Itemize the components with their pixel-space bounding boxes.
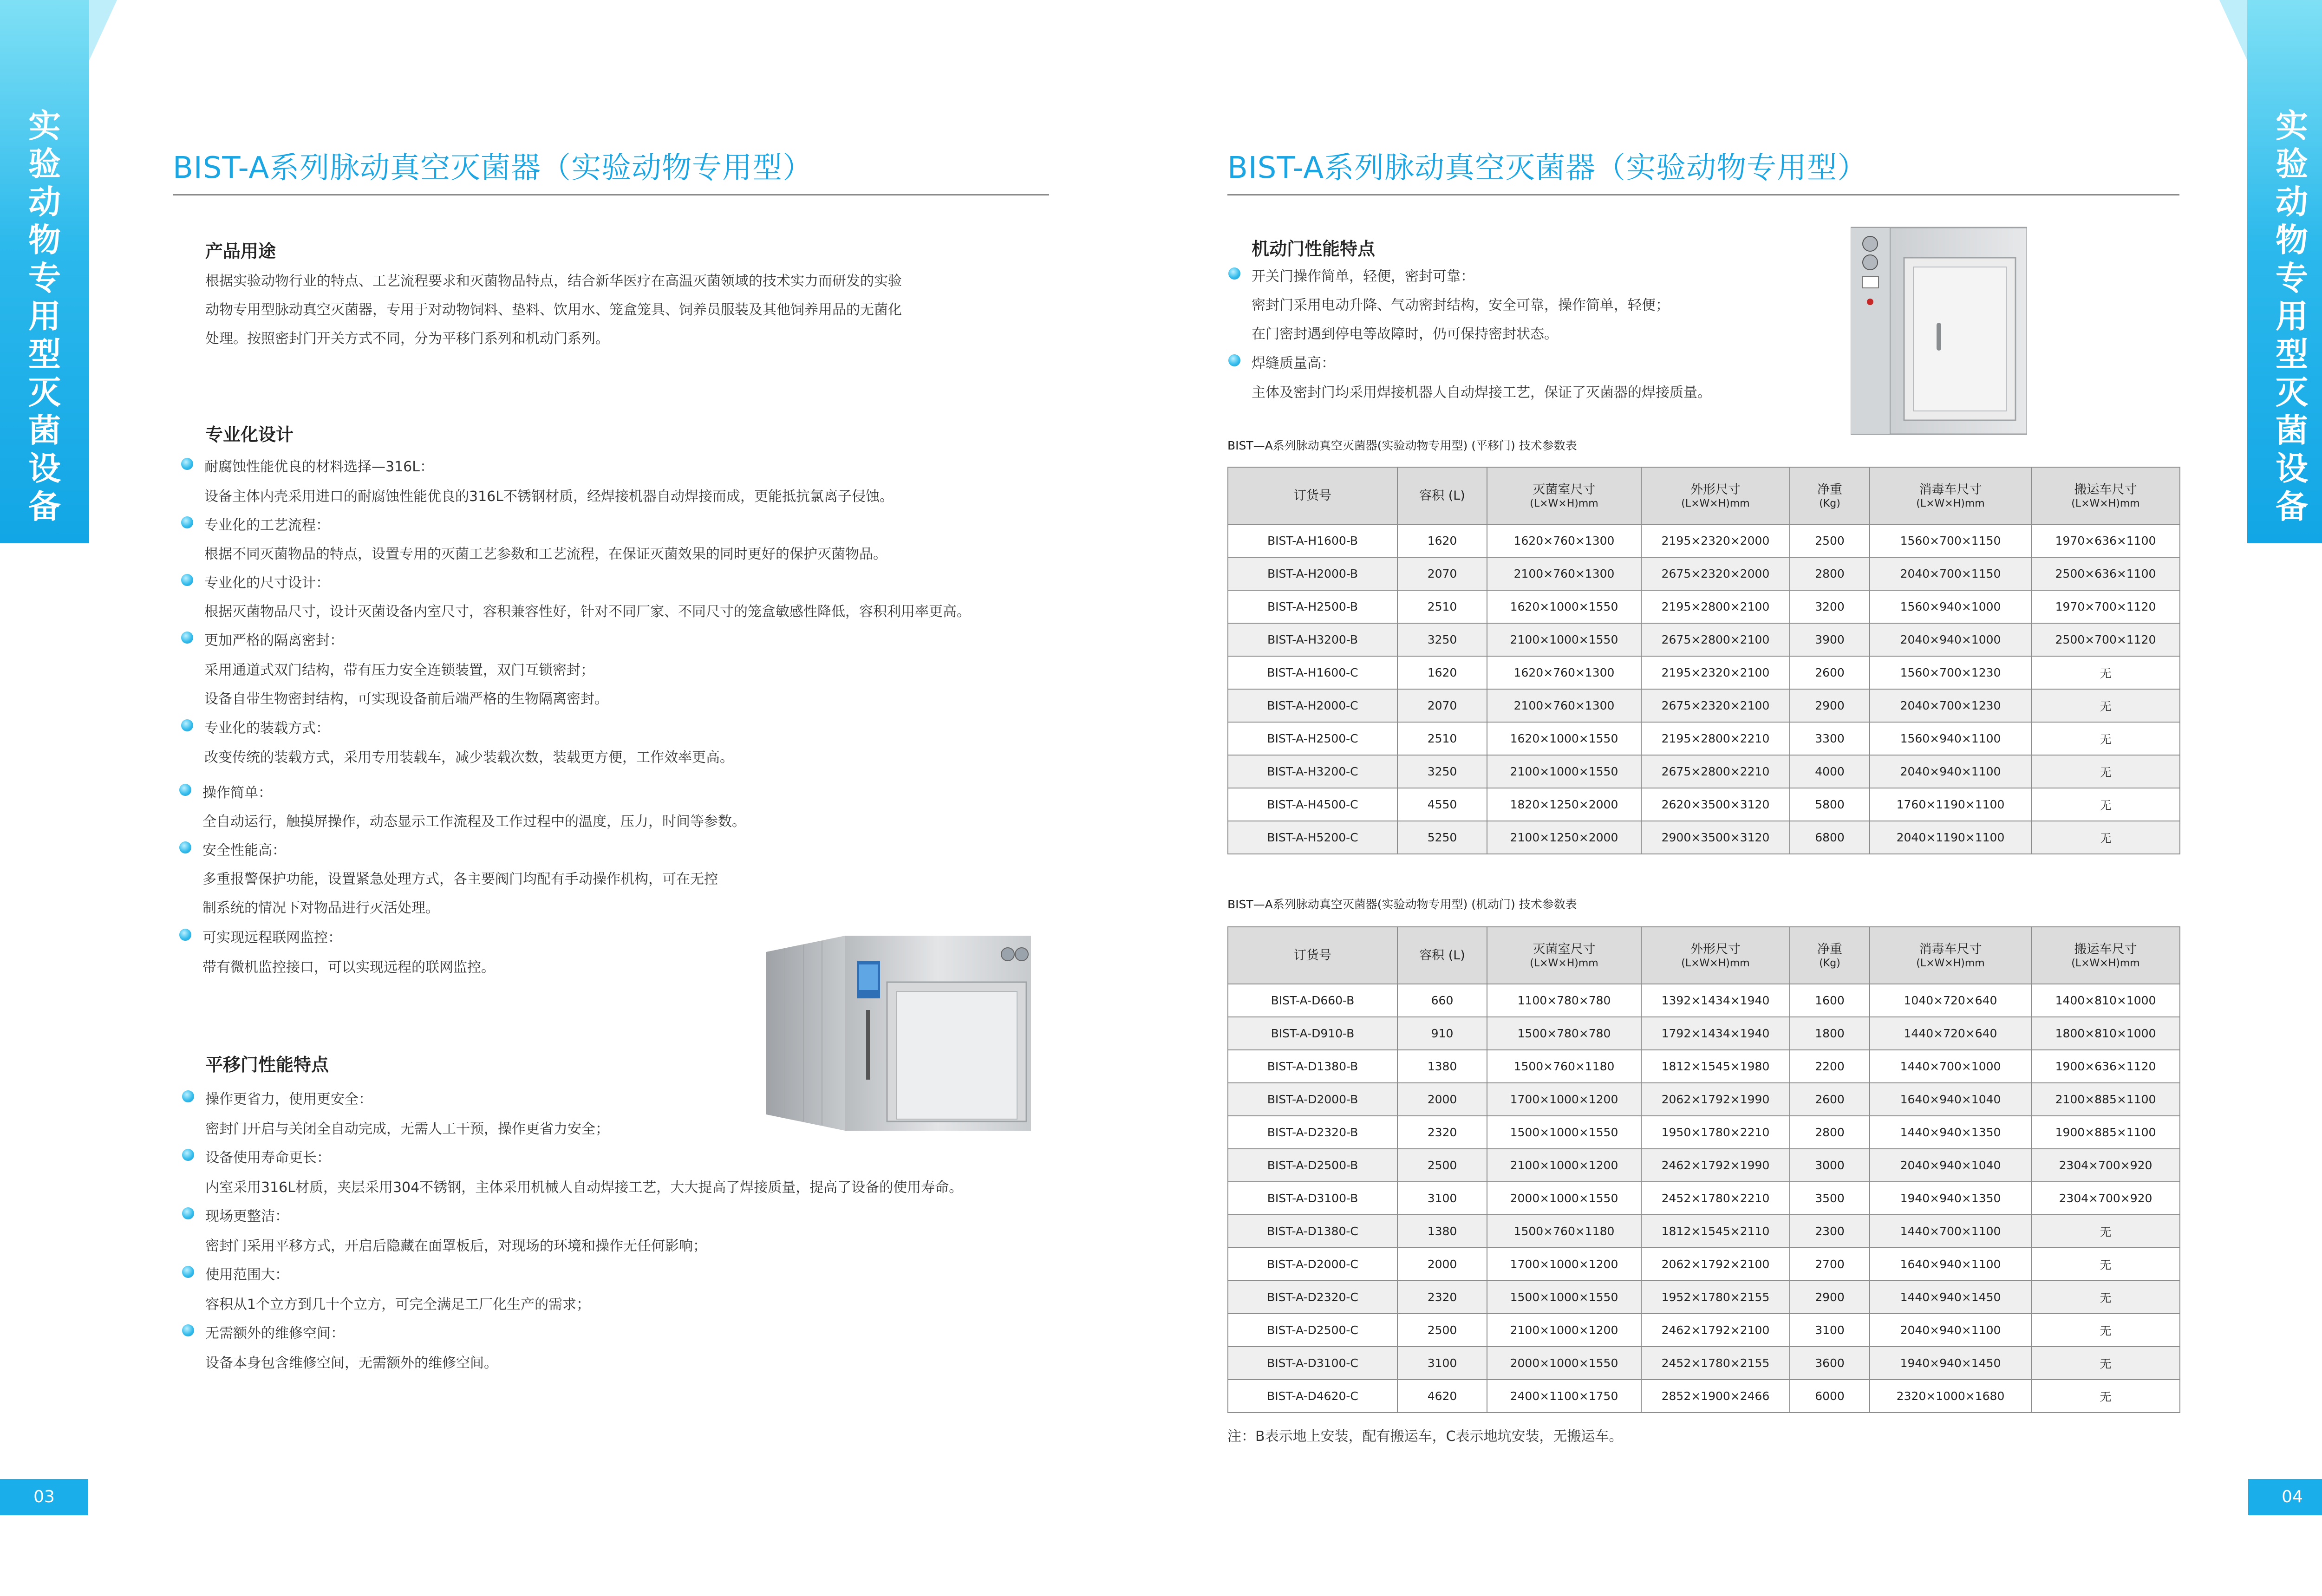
table-cell: 2040×940×1040 [1870, 1149, 2031, 1182]
table-cell: 2300 [1790, 1215, 1870, 1248]
slide-item-title: 使用范围大： [205, 1263, 289, 1283]
table-cell: BIST-A-D2320-C [1228, 1281, 1397, 1314]
side-label-char: 动 [28, 183, 61, 221]
table-cell: 2900×3500×3120 [1641, 821, 1790, 854]
table-cell: 1560×700×1230 [1870, 656, 2031, 689]
table-cell: 1812×1545×1980 [1641, 1050, 1790, 1083]
bullet-icon [182, 1266, 194, 1278]
table-cell: 无 [2031, 755, 2180, 788]
table-cell: 1940×940×1450 [1870, 1347, 2031, 1380]
table-row [1228, 524, 2180, 557]
table-cell: 1792×1434×1940 [1641, 1017, 1790, 1050]
column-header: 消毒车尺寸 (L×W×H)mm [1870, 467, 2031, 524]
side-label-char: 菌 [28, 411, 61, 449]
page-number-right: 04 [2248, 1479, 2322, 1515]
table-cell: BIST-A-D910-B [1228, 1017, 1397, 1050]
table-row [1228, 788, 2180, 821]
table-cell: 1620×760×1300 [1487, 524, 1641, 557]
design-item-text: 多重报警保护功能，设置紧急处理方式，各主要阀门均配有手动操作机构，可在无控 [202, 871, 718, 887]
table-cell: 3000 [1790, 1149, 1870, 1182]
column-header: 容积 (L) [1397, 467, 1487, 524]
table-cell: 3900 [1790, 623, 1870, 656]
table-row [1228, 1314, 2180, 1347]
table-cell: 2100×1000×1550 [1487, 623, 1641, 656]
table-cell: BIST-A-D2000-B [1228, 1083, 1397, 1116]
table-cell: 2675×2800×2100 [1641, 623, 1790, 656]
table-cell: 3250 [1397, 755, 1487, 788]
table-cell: 2040×1190×1100 [1870, 821, 2031, 854]
side-label-char: 设 [28, 449, 61, 488]
table-cell: 2510 [1397, 722, 1487, 755]
table-cell: 2195×2800×2100 [1641, 590, 1790, 623]
title-rule-left [173, 194, 1049, 195]
table-cell: 2500×636×1100 [2031, 557, 2180, 590]
table-cell: 无 [2031, 656, 2180, 689]
column-header: 外形尺寸 (L×W×H)mm [1641, 927, 1790, 984]
table-cell: 3600 [1790, 1347, 1870, 1380]
design-heading: 专业化设计 [205, 424, 294, 445]
side-label-char: 灭 [28, 373, 61, 411]
table-cell: BIST-A-D660-B [1228, 984, 1397, 1017]
table-cell: 2500×700×1120 [2031, 623, 2180, 656]
slide-item-text: 容积从1个立方到几十个立方，可完全满足工厂化生产的需求； [205, 1296, 591, 1313]
table-cell: BIST-A-H5200-C [1228, 821, 1397, 854]
table-row [1228, 1380, 2180, 1413]
table-cell: 1560×700×1150 [1870, 524, 2031, 557]
design-item-text: 根据灭菌物品尺寸，设计灭菌设备内室尺寸，容积兼容性好，针对不同厂家、不同尺寸的笼盒敏感性降低，容积利用率更高。 [204, 604, 971, 620]
table-cell: 1900×885×1100 [2031, 1116, 2180, 1149]
bullet-icon [1228, 354, 1240, 366]
table-cell: BIST-A-D2000-C [1228, 1248, 1397, 1281]
page-title-right: BIST-A系列脉动真空灭菌器（实验动物专用型） [1227, 151, 1868, 185]
table-cell: 6000 [1790, 1380, 1870, 1413]
table-cell: 1500×760×1180 [1487, 1050, 1641, 1083]
table-cell: 2452×1780×2210 [1641, 1182, 1790, 1215]
table-cell: 2452×1780×2155 [1641, 1347, 1790, 1380]
left-corner-decoration [89, 0, 117, 65]
table-cell: BIST-A-D1380-C [1228, 1215, 1397, 1248]
table-cell: 2675×2320×2100 [1641, 689, 1790, 722]
column-header: 搬运车尺寸 (L×W×H)mm [2031, 927, 2180, 984]
table-row [1228, 722, 2180, 755]
table-cell: BIST-A-D2500-B [1228, 1149, 1397, 1182]
table-cell: 1620×1000×1550 [1487, 590, 1641, 623]
bullet-icon [182, 1149, 194, 1161]
table-cell: 1100×780×780 [1487, 984, 1641, 1017]
table-cell: 2000 [1397, 1248, 1487, 1281]
design-item-text: 改变传统的装载方式，采用专用装载车，减少装载次数，装载更方便，工作效率更高。 [204, 749, 734, 766]
table-cell: 1620 [1397, 656, 1487, 689]
table-cell: 1400×810×1000 [2031, 984, 2180, 1017]
column-header: 消毒车尺寸 (L×W×H)mm [1870, 927, 2031, 984]
bullet-icon [182, 1090, 194, 1102]
table-row [1228, 1347, 2180, 1380]
design-item-text: 制系统的情况下对物品进行灭活处理。 [202, 900, 439, 916]
bullet-icon [181, 632, 193, 644]
table-cell: 1800 [1790, 1017, 1870, 1050]
table-cell: 2320 [1397, 1116, 1487, 1149]
table-cell: 无 [2031, 1281, 2180, 1314]
table-cell: 2040×700×1230 [1870, 689, 2031, 722]
table-cell: 2462×1792×1990 [1641, 1149, 1790, 1182]
table-row [1228, 656, 2180, 689]
design-item-text: 根据不同灭菌物品的特点，设置专用的灭菌工艺参数和工艺流程，在保证灭菌效果的同时更好的保护灭菌物品。 [204, 546, 887, 562]
table-row [1228, 1017, 2180, 1050]
table-cell: 1640×940×1040 [1870, 1083, 2031, 1116]
table-cell: 无 [2031, 1380, 2180, 1413]
table-cell: 2100×1000×1550 [1487, 755, 1641, 788]
table-cell: BIST-A-D4620-C [1228, 1380, 1397, 1413]
table-cell: 2040×940×1100 [1870, 1314, 2031, 1347]
side-label-char: 型 [2276, 335, 2308, 373]
table-cell: 910 [1397, 1017, 1487, 1050]
side-label-char: 菌 [2276, 411, 2308, 449]
table-cell: 2304×700×920 [2031, 1149, 2180, 1182]
table-cell: 1760×1190×1100 [1870, 788, 2031, 821]
table-cell: BIST-A-H2500-C [1228, 722, 1397, 755]
design-item-text: 设备主体内壳采用进口的耐腐蚀性能优良的316L不锈钢材质，经焊接机器自动焊接而成，更能抵抗氯离子侵蚀。 [204, 489, 894, 505]
table-cell: 1380 [1397, 1050, 1487, 1083]
table-cell: 3100 [1397, 1182, 1487, 1215]
table-row [1228, 590, 2180, 623]
motor-item-text: 密封门采用电动升降、气动密封结构，安全可靠，操作简单，轻便； [1252, 297, 1670, 313]
table-cell: 2320 [1397, 1281, 1487, 1314]
table-cell: 2620×3500×3120 [1641, 788, 1790, 821]
bullet-icon [181, 719, 193, 731]
table-cell: 6800 [1790, 821, 1870, 854]
usage-line: 处理。按照密封门开关方式不同，分为平移门系列和机动门系列。 [205, 331, 609, 347]
table-row [1228, 1182, 2180, 1215]
column-header: 搬运车尺寸 (L×W×H)mm [2031, 467, 2180, 524]
table-cell: 2100×1250×2000 [1487, 821, 1641, 854]
table-cell: 660 [1397, 984, 1487, 1017]
sliding-door-heading: 平移门性能特点 [205, 1055, 329, 1075]
bullet-icon [179, 784, 191, 796]
table-cell: 1440×720×640 [1870, 1017, 2031, 1050]
table-cell: BIST-A-D2500-C [1228, 1314, 1397, 1347]
table-cell: 2500 [1397, 1314, 1487, 1347]
table-cell: 2800 [1790, 1116, 1870, 1149]
table-cell: 1500×760×1180 [1487, 1215, 1641, 1248]
design-item-title: 安全性能高： [202, 839, 286, 859]
table-cell: 1620 [1397, 524, 1487, 557]
table-cell: 2062×1792×1990 [1641, 1083, 1790, 1116]
table-cell: 2800 [1790, 557, 1870, 590]
page-number-left: 03 [0, 1479, 88, 1515]
table-cell: BIST-A-H3200-B [1228, 623, 1397, 656]
bullet-icon [182, 1207, 194, 1219]
bullet-icon [1228, 267, 1240, 280]
table-row [1228, 557, 2180, 590]
bullet-icon [179, 929, 191, 941]
side-label-char: 实 [28, 107, 61, 145]
table-cell: 1620×760×1300 [1487, 656, 1641, 689]
column-header: 灭菌室尺寸 (L×W×H)mm [1487, 467, 1641, 524]
motor-item-title: 开关门操作简单，轻便，密封可靠： [1252, 265, 1474, 285]
table-cell: BIST-A-D3100-B [1228, 1182, 1397, 1215]
table-cell: 4550 [1397, 788, 1487, 821]
column-header: 净重 (Kg) [1790, 927, 1870, 984]
table-row [1228, 1116, 2180, 1149]
table-row [1228, 1281, 2180, 1314]
table-cell: 2600 [1790, 656, 1870, 689]
table-cell: 2000 [1397, 1083, 1487, 1116]
table-cell: 2675×2320×2000 [1641, 557, 1790, 590]
table-cell: 2100×760×1300 [1487, 689, 1641, 722]
table-cell: BIST-A-H1600-B [1228, 524, 1397, 557]
bullet-icon [181, 516, 193, 528]
table-cell: BIST-A-D2320-B [1228, 1116, 1397, 1149]
table-cell: 2070 [1397, 689, 1487, 722]
table-row [1228, 1149, 2180, 1182]
usage-paragraph [205, 267, 902, 353]
bullet-icon [182, 1324, 194, 1336]
design-item-title: 更加严格的隔离密封： [204, 629, 344, 649]
slide-item-text: 设备本身包含维修空间，无需额外的维修空间。 [205, 1355, 498, 1371]
table-row [1228, 1248, 2180, 1281]
table-cell: BIST-A-H3200-C [1228, 755, 1397, 788]
side-label-char: 备 [2276, 488, 2308, 526]
table-cell: 3100 [1397, 1347, 1487, 1380]
side-label-char: 型 [28, 335, 61, 373]
column-header: 净重 (Kg) [1790, 467, 1870, 524]
table-cell: 2304×700×920 [2031, 1182, 2180, 1215]
table-cell: 1820×1250×2000 [1487, 788, 1641, 821]
column-header: 灭菌室尺寸 (L×W×H)mm [1487, 927, 1641, 984]
column-header: 容积 (L) [1397, 927, 1487, 984]
design-item-text: 带有微机监控接口，可以实现远程的联网监控。 [202, 959, 495, 976]
table-cell: 1560×940×1100 [1870, 722, 2031, 755]
table-cell: 5800 [1790, 788, 1870, 821]
table-cell: 2040×700×1150 [1870, 557, 2031, 590]
design-item-title: 操作简单： [202, 781, 272, 801]
column-header: 订货号 [1228, 927, 1397, 984]
side-label-char: 灭 [2276, 373, 2308, 411]
bullet-icon [179, 841, 191, 853]
table-cell: 1392×1434×1940 [1641, 984, 1790, 1017]
slide-item-title: 无需额外的维修空间： [205, 1322, 345, 1342]
table-cell: 2070 [1397, 557, 1487, 590]
table-footnote: 注：B表示地上安装，配有搬运车，C表示地坑安装，无搬运车。 [1227, 1428, 1623, 1445]
table-cell: 1620×1000×1550 [1487, 722, 1641, 755]
table-cell: 1970×700×1120 [2031, 590, 2180, 623]
table-cell: BIST-A-D1380-B [1228, 1050, 1397, 1083]
design-item-text: 采用通道式双门结构，带有压力安全连锁装置，双门互锁密封； [204, 662, 594, 678]
side-label-char: 物 [2276, 221, 2308, 259]
side-label-char: 验 [28, 145, 61, 183]
table-cell: 无 [2031, 821, 2180, 854]
table-cell: 2062×1792×2100 [1641, 1248, 1790, 1281]
table2-caption: BIST—A系列脉动真空灭菌器(实验动物专用型) (机动门) 技术参数表 [1227, 898, 1577, 911]
table-cell: 1940×940×1350 [1870, 1182, 2031, 1215]
sliding-door-spec-table [1227, 467, 2180, 854]
table-cell: 2675×2800×2210 [1641, 755, 1790, 788]
table-cell: 1600 [1790, 984, 1870, 1017]
table-cell: 1950×1780×2210 [1641, 1116, 1790, 1149]
slide-item-text: 密封门采用平移方式，开启后隐藏在面罩板后，对现场的环境和操作无任何影响； [205, 1238, 707, 1254]
table-cell: 1440×940×1450 [1870, 1281, 2031, 1314]
bullet-icon [181, 574, 193, 586]
table-cell: 4620 [1397, 1380, 1487, 1413]
column-header: 外形尺寸 (L×W×H)mm [1641, 467, 1790, 524]
right-side-label [2247, 107, 2322, 526]
table-cell: 2195×2800×2210 [1641, 722, 1790, 755]
table-cell: BIST-A-H2500-B [1228, 590, 1397, 623]
table-cell: BIST-A-D3100-C [1228, 1347, 1397, 1380]
side-label-char: 专 [2276, 259, 2308, 297]
table-cell: 1952×1780×2155 [1641, 1281, 1790, 1314]
motor-door-heading: 机动门性能特点 [1252, 239, 1376, 259]
table-cell: 2400×1100×1750 [1487, 1380, 1641, 1413]
title-rule-right [1227, 194, 2179, 195]
column-header: 订货号 [1228, 467, 1397, 524]
table-cell: 2462×1792×2100 [1641, 1314, 1790, 1347]
table-row [1228, 689, 2180, 722]
bullet-icon [181, 458, 193, 470]
side-label-char: 物 [28, 221, 61, 259]
table-cell: 1040×720×640 [1870, 984, 2031, 1017]
table-cell: 无 [2031, 1347, 2180, 1380]
table-cell: 2100×760×1300 [1487, 557, 1641, 590]
table-cell: 2900 [1790, 1281, 1870, 1314]
design-item-title: 耐腐蚀性能优良的材料选择—316L： [204, 455, 434, 476]
table-cell: 1440×940×1350 [1870, 1116, 2031, 1149]
table-row [1228, 821, 2180, 854]
side-label-char: 用 [28, 297, 61, 335]
table-cell: 1900×636×1120 [2031, 1050, 2180, 1083]
page-title-left: BIST-A系列脉动真空灭菌器（实验动物专用型） [173, 151, 813, 185]
table-cell: 1970×636×1100 [2031, 524, 2180, 557]
slide-item-title: 设备使用寿命更长： [205, 1146, 331, 1166]
table-row [1228, 1083, 2180, 1116]
side-label-char: 设 [2276, 449, 2308, 488]
table-cell: 1812×1545×2110 [1641, 1215, 1790, 1248]
table-cell: 1640×940×1100 [1870, 1248, 2031, 1281]
table-row [1228, 984, 2180, 1017]
side-label-char: 专 [28, 259, 61, 297]
table-cell: 2100×885×1100 [2031, 1083, 2180, 1116]
table-cell: 2195×2320×2100 [1641, 656, 1790, 689]
table-row [1228, 755, 2180, 788]
table-cell: 2320×1000×1680 [1870, 1380, 2031, 1413]
table-cell: BIST-A-H1600-C [1228, 656, 1397, 689]
motor-item-text: 在门密封遇到停电等故障时，仍可保持密封状态。 [1252, 326, 1558, 342]
side-label-char: 用 [2276, 297, 2308, 335]
table-cell: 2700 [1790, 1248, 1870, 1281]
table-cell: 3100 [1790, 1314, 1870, 1347]
table-cell: 2100×1000×1200 [1487, 1314, 1641, 1347]
table-cell: 1700×1000×1200 [1487, 1083, 1641, 1116]
table-cell: 无 [2031, 1248, 2180, 1281]
table-cell: BIST-A-H2000-C [1228, 689, 1397, 722]
table-cell: 1380 [1397, 1215, 1487, 1248]
motor-door-sterilizer-image [1851, 223, 2027, 436]
usage-line: 根据实验动物行业的特点、工艺流程要求和灭菌物品特点，结合新华医疗在高温灭菌领域的技术实力而研发的实验 [205, 273, 902, 289]
table-row [1228, 1215, 2180, 1248]
table-cell: 1500×1000×1550 [1487, 1116, 1641, 1149]
table-cell: 3300 [1790, 722, 1870, 755]
design-item-text: 设备自带生物密封结构，可实现设备前后端严格的生物隔离密封。 [204, 691, 608, 707]
slide-item-text: 密封门开启与关闭全自动完成，无需人工干预，操作更省力安全； [205, 1121, 609, 1137]
slide-item-title: 操作更省力，使用更安全： [205, 1088, 372, 1108]
usage-line: 动物专用型脉动真空灭菌器，专用于对动物饲料、垫料、饮用水、笼盒笼具、饲养员服装及其他饲养用品的无菌化 [205, 302, 902, 318]
design-item-title: 专业化的尺寸设计： [204, 571, 330, 592]
table-cell: 1440×700×1000 [1870, 1050, 2031, 1083]
table-cell: 2600 [1790, 1083, 1870, 1116]
table-cell: 2040×940×1100 [1870, 755, 2031, 788]
table-cell: 3200 [1790, 590, 1870, 623]
table-cell: BIST-A-H4500-C [1228, 788, 1397, 821]
table-cell: 2000×1000×1550 [1487, 1347, 1641, 1380]
table-cell: 4000 [1790, 755, 1870, 788]
motor-item-title: 焊缝质量高： [1252, 352, 1335, 372]
table-cell: 2200 [1790, 1050, 1870, 1083]
sliding-door-sterilizer-image [766, 936, 1031, 1131]
side-label-char: 动 [2276, 183, 2308, 221]
table-cell: 无 [2031, 689, 2180, 722]
right-corner-decoration [2219, 0, 2247, 65]
table-cell: 3500 [1790, 1182, 1870, 1215]
side-label-char: 实 [2276, 107, 2308, 145]
table-cell: 无 [2031, 788, 2180, 821]
slide-item-title: 现场更整洁： [205, 1205, 289, 1225]
table-cell: 1700×1000×1200 [1487, 1248, 1641, 1281]
table-cell: 2510 [1397, 590, 1487, 623]
table-cell: 1800×810×1000 [2031, 1017, 2180, 1050]
table1-caption: BIST—A系列脉动真空灭菌器(实验动物专用型) (平移门) 技术参数表 [1227, 439, 1577, 452]
table-cell: 无 [2031, 1314, 2180, 1347]
table-cell: 无 [2031, 722, 2180, 755]
table-cell: 2000×1000×1550 [1487, 1182, 1641, 1215]
motor-door-spec-table [1227, 926, 2180, 1413]
table-row [1228, 623, 2180, 656]
motor-item-text: 主体及密封门均采用焊接机器人自动焊接工艺，保证了灭菌器的焊接质量。 [1252, 384, 1711, 401]
table-cell: 无 [2031, 1215, 2180, 1248]
design-item-text: 全自动运行，触摸屏操作，动态显示工作流程及工作过程中的温度，压力，时间等参数。 [202, 814, 746, 830]
design-item-title: 可实现远程联网监控： [202, 926, 342, 946]
table-cell: 1500×1000×1550 [1487, 1281, 1641, 1314]
table-cell: 5250 [1397, 821, 1487, 854]
table-cell: 1560×940×1000 [1870, 590, 2031, 623]
table-cell: 2100×1000×1200 [1487, 1149, 1641, 1182]
design-item-title: 专业化的装载方式： [204, 717, 330, 737]
side-label-char: 验 [2276, 145, 2308, 183]
table-cell: 2500 [1397, 1149, 1487, 1182]
slide-item-text: 内室采用316L材质，夹层采用304不锈钢，主体采用机械人自动焊接工艺，大大提高了焊接质量，提高了设备的使用寿命。 [205, 1179, 963, 1196]
table-cell: 2900 [1790, 689, 1870, 722]
usage-heading: 产品用途 [205, 241, 276, 261]
table-cell: 2852×1900×2466 [1641, 1380, 1790, 1413]
table-cell: BIST-A-H2000-B [1228, 557, 1397, 590]
table-cell: 1500×780×780 [1487, 1017, 1641, 1050]
table-row [1228, 1050, 2180, 1083]
left-side-label [0, 107, 89, 526]
table-cell: 3250 [1397, 623, 1487, 656]
side-label-char: 备 [28, 488, 61, 526]
table-cell: 2195×2320×2000 [1641, 524, 1790, 557]
table-cell: 2040×940×1000 [1870, 623, 2031, 656]
table-cell: 1440×700×1100 [1870, 1215, 2031, 1248]
design-item-title: 专业化的工艺流程： [204, 514, 330, 534]
table-cell: 2500 [1790, 524, 1870, 557]
